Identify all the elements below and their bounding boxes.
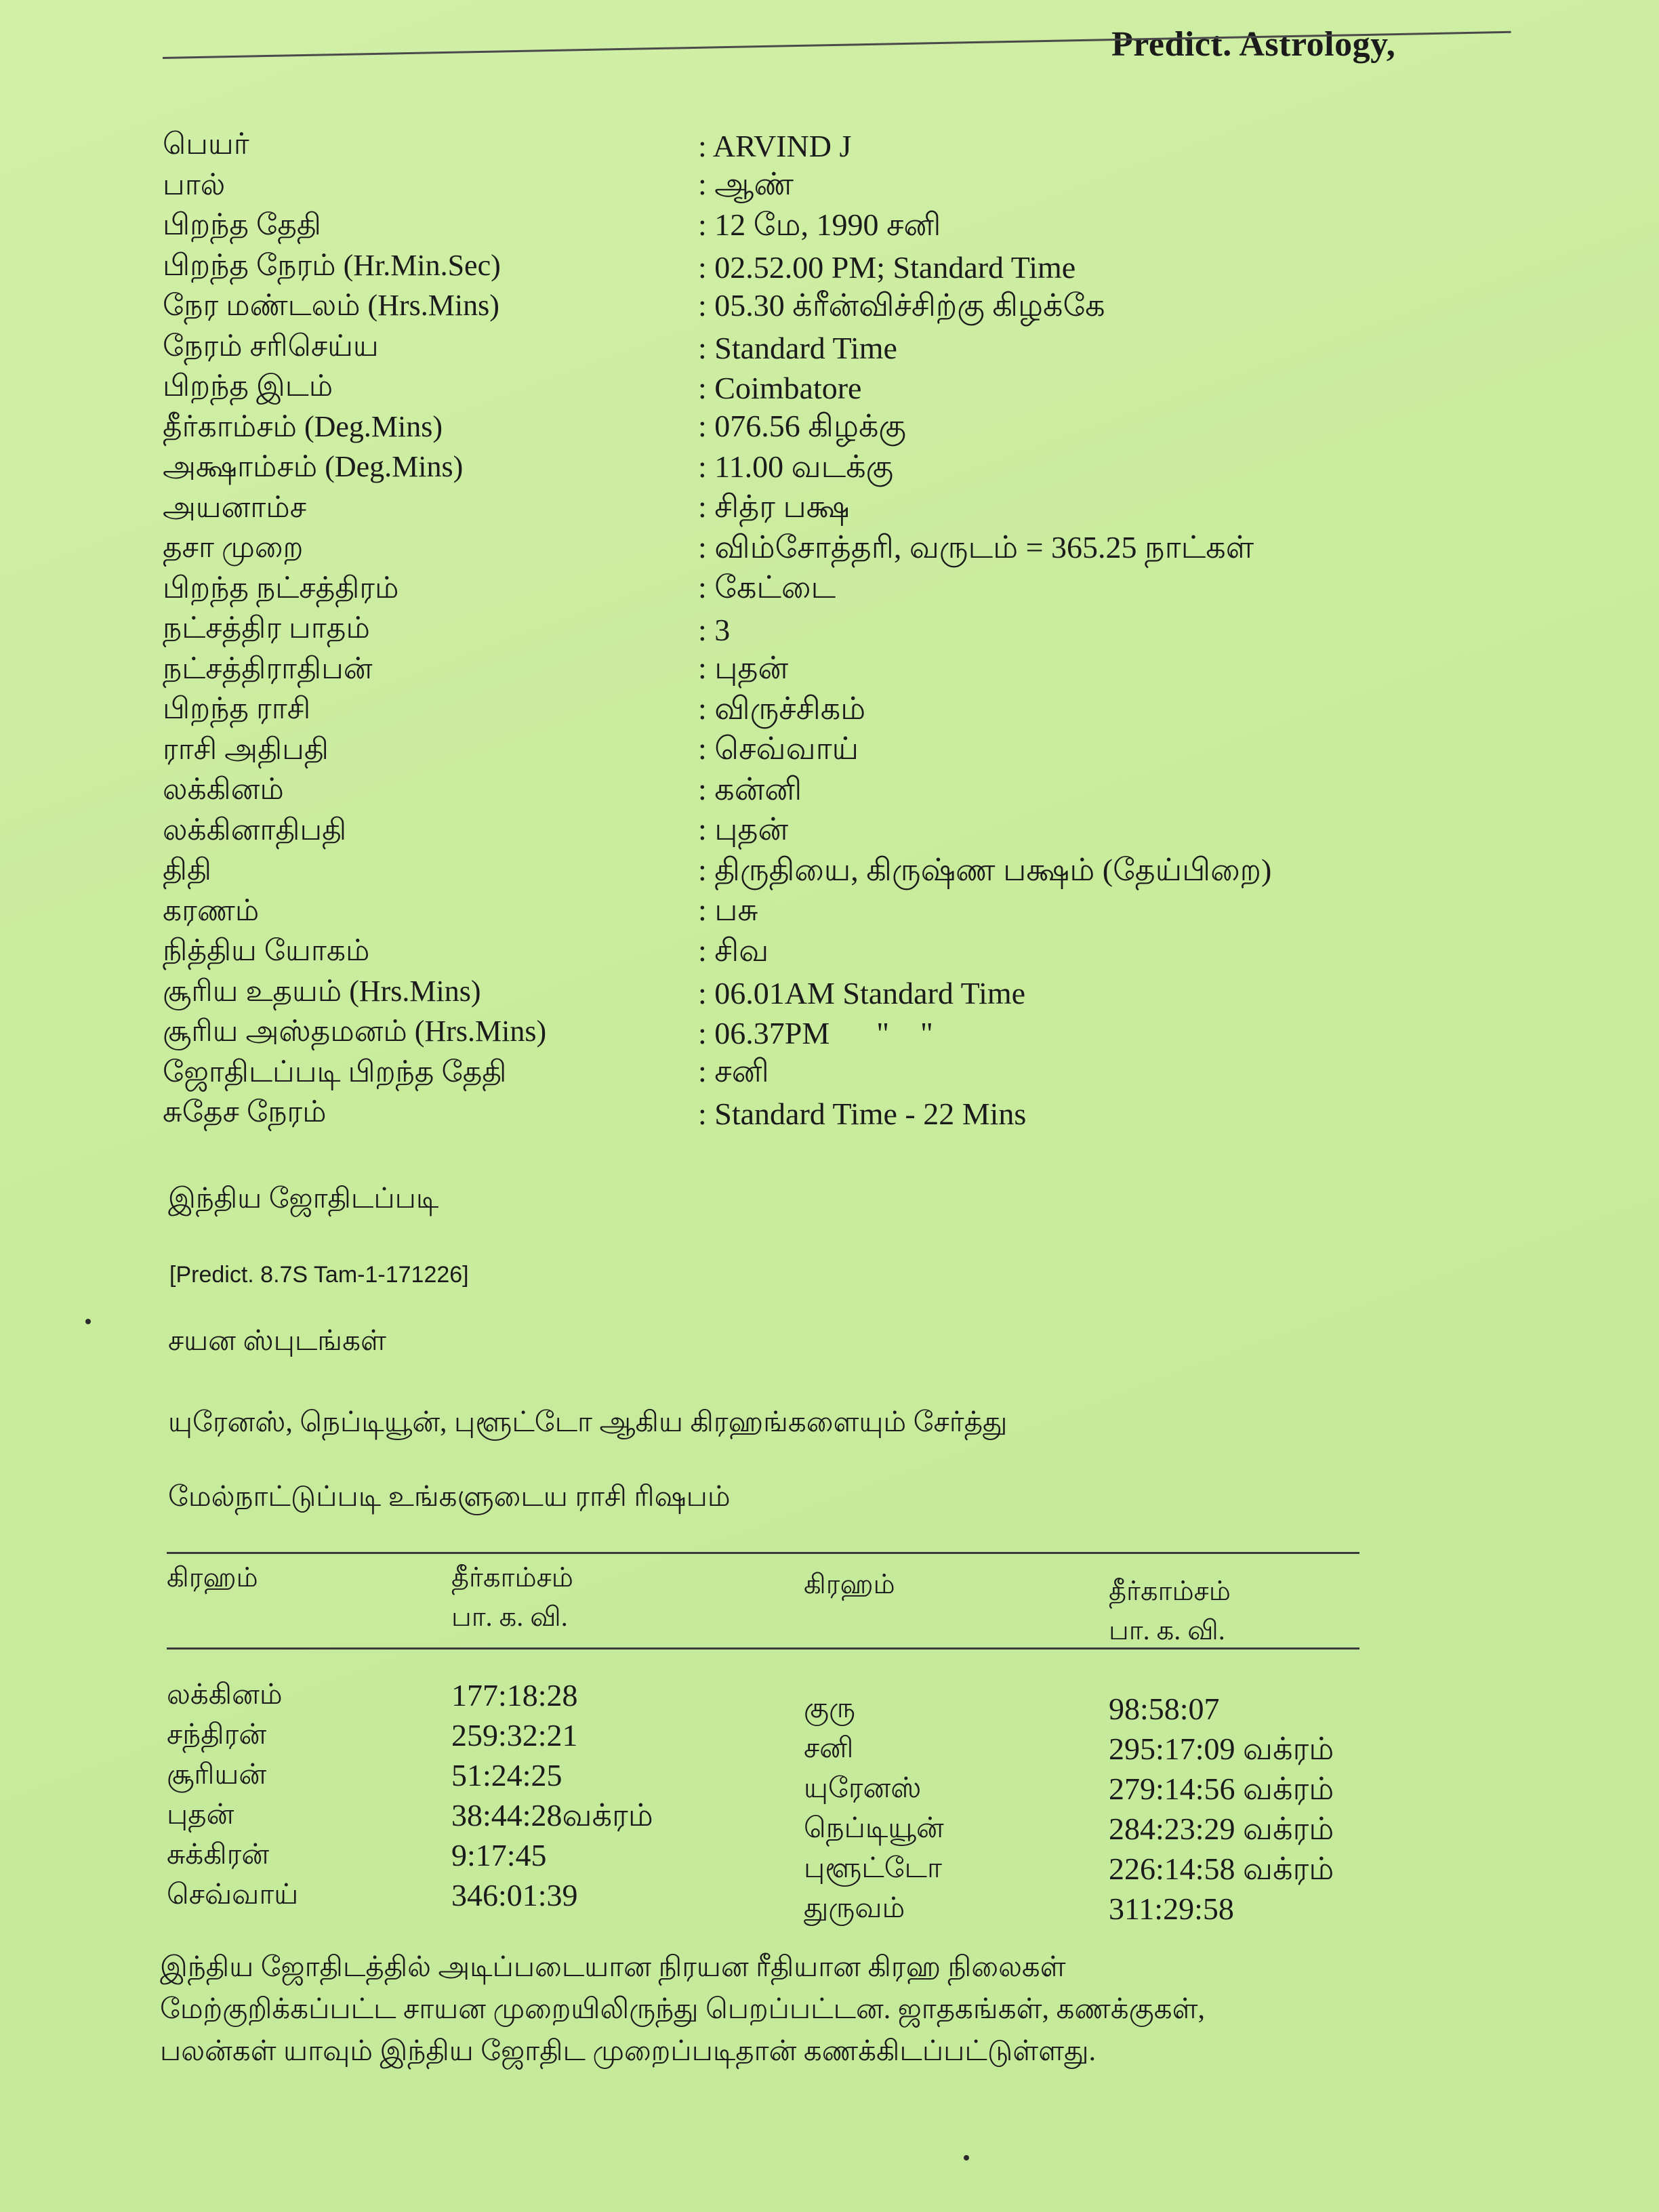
planet-longitude: 284:23:29 வக்ரம் bbox=[1109, 1811, 1334, 1846]
detail-label: நேரம் சரிசெய்ய bbox=[163, 329, 379, 363]
table-header-row bbox=[167, 1554, 1359, 1647]
detail-value: : 02.52.00 PM; Standard Time bbox=[698, 249, 1076, 285]
planet-longitude: 295:17:09 வக்ரம் bbox=[1109, 1732, 1334, 1766]
planet-name: துருவம் bbox=[804, 1893, 905, 1924]
detail-row-birth-time bbox=[163, 247, 1450, 288]
ink-speck bbox=[85, 1319, 91, 1324]
detail-row-birth-place bbox=[163, 368, 1450, 409]
detail-value: : விருச்சிகம் bbox=[698, 691, 866, 726]
detail-label: நட்சத்திர பாதம் bbox=[163, 611, 370, 645]
detail-row-ayanamsa bbox=[163, 489, 1450, 530]
detail-label: ராசி அதிபதி bbox=[163, 732, 329, 766]
footer-line: பலன்கள் யாவும் இந்திய ஜோதிட முறைப்படிதான் கணக்கிடப்பட்டுள்ளது. bbox=[160, 2036, 1096, 2067]
detail-label: தசா முறை bbox=[163, 531, 304, 565]
detail-value: : 06.37PM " " bbox=[698, 1016, 933, 1051]
detail-row-star-pada bbox=[163, 610, 1450, 651]
header-units-label: பா. க. வி. bbox=[451, 1601, 568, 1632]
detail-value: : Standard Time - 22 Mins bbox=[698, 1097, 1027, 1132]
planet-name: லக்கினம் bbox=[167, 1679, 283, 1711]
planet-longitude: 279:14:56 வக்ரம் bbox=[1109, 1771, 1334, 1806]
detail-value: : 06.01AM Standard Time bbox=[698, 975, 1026, 1010]
detail-value: : 3 bbox=[698, 613, 731, 648]
header-planet-label: கிரஹம் bbox=[804, 1569, 895, 1599]
detail-value: : கன்னி bbox=[698, 771, 802, 806]
header-planet-right bbox=[804, 1558, 1109, 1647]
detail-value: : 05.30 க்ரீன்விச்சிற்கு கிழக்கே bbox=[698, 287, 1105, 323]
planet-longitude: 311:29:58 bbox=[1109, 1891, 1234, 1926]
detail-label: சுதேச நேரம் bbox=[163, 1095, 327, 1129]
planet-name: குரு bbox=[804, 1693, 856, 1724]
planet-name: புளூட்டோ bbox=[804, 1853, 942, 1884]
detail-row-lagna-lord bbox=[163, 812, 1450, 853]
planet-name: புதன் bbox=[167, 1799, 234, 1830]
planet-positions-table bbox=[167, 1552, 1359, 1929]
detail-label: லக்கினம் bbox=[163, 773, 284, 806]
table-body bbox=[167, 1675, 1359, 1929]
detail-label: பிறந்த தேதி bbox=[163, 208, 321, 242]
planet-longitude: 9:17:45 bbox=[451, 1838, 547, 1872]
detail-row-longitude bbox=[163, 409, 1450, 449]
detail-label: லக்கினாதிபதி bbox=[163, 813, 347, 846]
detail-row-local-time bbox=[163, 1094, 1450, 1134]
detail-value: : விம்சோத்தரி, வருடம் = 365.25 நாட்கள் bbox=[698, 529, 1254, 565]
detail-row-time-correction bbox=[163, 328, 1450, 369]
detail-row-birth-rasi bbox=[163, 691, 1450, 731]
detail-value: : Standard Time bbox=[698, 330, 897, 365]
detail-row-latitude bbox=[163, 449, 1450, 489]
detail-row-rasi-lord bbox=[163, 731, 1450, 772]
ink-speck bbox=[964, 2155, 969, 2160]
detail-label: பிறந்த ராசி bbox=[163, 692, 311, 726]
detail-value: : சனி bbox=[698, 1054, 769, 1089]
footer-line: மேற்குறிக்கப்பட்ட சாயன முறையிலிருந்து பெறப்பட்டன. ஜாதகங்கள், கணக்குகள், bbox=[160, 1994, 1205, 2025]
detail-row-karana bbox=[163, 893, 1450, 933]
detail-row-lagna bbox=[163, 771, 1450, 812]
detail-label: திதி bbox=[163, 853, 212, 887]
left-planet-names bbox=[167, 1675, 451, 1929]
planet-longitude: 177:18:28 bbox=[451, 1678, 578, 1713]
detail-label: நேர மண்டலம் (Hrs.Mins) bbox=[163, 289, 499, 323]
header-title: Predict. Astrology, bbox=[1111, 25, 1396, 64]
planet-longitude: 226:14:58 வக்ரம் bbox=[1109, 1851, 1334, 1886]
detail-value: : புதன் bbox=[698, 651, 789, 686]
planet-longitude: 259:32:21 bbox=[451, 1718, 578, 1753]
sayana-heading: சயன ஸ்புடங்கள் bbox=[168, 1326, 386, 1357]
detail-row-sunrise bbox=[163, 973, 1450, 1014]
detail-label: சூரிய அஸ்தமனம் (Hrs.Mins) bbox=[163, 1015, 547, 1048]
detail-value: : திருதியை, கிருஷ்ண பக்ஷம் (தேய்பிறை) bbox=[698, 852, 1272, 887]
header-units-label: பா. க. வி. bbox=[1109, 1615, 1225, 1645]
detail-value: : 076.56 கிழக்கு bbox=[698, 409, 907, 444]
detail-value: : செவ்வாய் bbox=[698, 731, 859, 766]
detail-label: சூரிய உதயம் (Hrs.Mins) bbox=[163, 974, 481, 1008]
planet-name: நெப்டியூன் bbox=[804, 1813, 944, 1844]
header-longitude-right bbox=[1109, 1558, 1359, 1647]
detail-value: : 11.00 வடக்கு bbox=[698, 449, 894, 484]
planet-longitude: 98:58:07 bbox=[1109, 1692, 1220, 1726]
detail-row-yoga bbox=[163, 933, 1450, 973]
detail-value: : ஆண் bbox=[698, 167, 794, 202]
header-longitude-left bbox=[451, 1558, 804, 1647]
detail-label: நித்திய யோகம் bbox=[163, 934, 370, 968]
detail-value: : புதன் bbox=[698, 812, 789, 847]
header-longitude-label: தீர்காம்சம் bbox=[1109, 1576, 1231, 1606]
detail-row-astro-birth-day bbox=[163, 1054, 1450, 1094]
detail-label: பெயர் bbox=[163, 127, 249, 161]
detail-label: கரணம் bbox=[163, 893, 260, 927]
detail-value: : Coimbatore bbox=[698, 371, 862, 406]
header-planet-label: கிரஹம் bbox=[167, 1562, 258, 1593]
planet-longitude: 346:01:39 bbox=[451, 1878, 578, 1912]
right-planet-names bbox=[804, 1689, 1109, 1929]
detail-label: பிறந்த நட்சத்திரம் bbox=[163, 571, 399, 605]
detail-value: : பசு bbox=[698, 893, 758, 928]
detail-value: : சிவ bbox=[698, 933, 769, 968]
detail-row-tithi bbox=[163, 852, 1450, 893]
left-planet-longitudes bbox=[451, 1675, 804, 1929]
version-text: [Predict. 8.7S Tam-1-171226] bbox=[169, 1262, 469, 1288]
header-planet-left bbox=[167, 1558, 451, 1647]
detail-row-birth-date bbox=[163, 207, 1450, 247]
header-longitude-label: தீர்காம்சம் bbox=[451, 1562, 573, 1593]
planet-longitude: 38:44:28வக்ரம் bbox=[451, 1798, 653, 1832]
detail-label: பிறந்த இடம் bbox=[163, 369, 333, 403]
detail-label: அக்ஷாம்சம் (Deg.Mins) bbox=[163, 450, 464, 484]
detail-label: ஜோதிடப்படி பிறந்த தேதி bbox=[163, 1054, 507, 1088]
right-planet-longitudes bbox=[1109, 1689, 1359, 1929]
planet-longitude: 51:24:25 bbox=[451, 1758, 562, 1793]
detail-row-time-zone bbox=[163, 287, 1450, 328]
detail-value: : கேட்டை bbox=[698, 570, 836, 605]
detail-label: அயனாம்ச bbox=[163, 490, 307, 524]
detail-label: நட்சத்திராதிபன் bbox=[163, 651, 373, 685]
detail-row-name bbox=[163, 126, 1450, 167]
detail-row-star-lord bbox=[163, 651, 1450, 691]
planet-name: சூரியன் bbox=[167, 1759, 267, 1790]
detail-row-gender bbox=[163, 167, 1450, 207]
planet-name: யுரேனஸ் bbox=[804, 1773, 922, 1804]
detail-label: தீர்காம்சம் (Deg.Mins) bbox=[163, 409, 443, 443]
indian-astrology-heading: இந்திய ஜோதிடப்படி bbox=[168, 1183, 439, 1214]
detail-row-birth-star bbox=[163, 570, 1450, 611]
detail-label: பால் bbox=[163, 167, 226, 201]
footer-line: இந்திய ஜோதிடத்தில் அடிப்படையான நிரயன ரீதியான கிரஹ நிலைகள் bbox=[160, 1952, 1066, 1983]
detail-label: பிறந்த நேரம் (Hr.Min.Sec) bbox=[163, 248, 501, 282]
planet-name: சுக்கிரன் bbox=[167, 1839, 270, 1870]
planets-note: யுரேனஸ், நெப்டியூன், புளூட்டோ ஆகிய கிரஹங்களையும் சேர்த்து bbox=[168, 1407, 1008, 1438]
planet-name: செவ்வாய் bbox=[167, 1879, 299, 1910]
right-columns bbox=[804, 1689, 1359, 1929]
detail-value: : சித்ர பக்ஷ bbox=[698, 489, 850, 525]
detail-row-dasa-system bbox=[163, 529, 1450, 570]
birth-details-list bbox=[163, 126, 1450, 1134]
planet-name: சனி bbox=[804, 1733, 854, 1764]
western-rasi-text: மேல்நாட்டுப்படி உங்களுடைய ராசி ரிஷபம் bbox=[168, 1481, 731, 1513]
footer-paragraph bbox=[160, 1946, 1515, 2072]
detail-value: : ARVIND J bbox=[698, 129, 852, 164]
planet-name: சந்திரன் bbox=[167, 1719, 267, 1750]
detail-value: : 12 மே, 1990 சனி bbox=[698, 207, 941, 242]
detail-row-sunset bbox=[163, 1013, 1450, 1054]
